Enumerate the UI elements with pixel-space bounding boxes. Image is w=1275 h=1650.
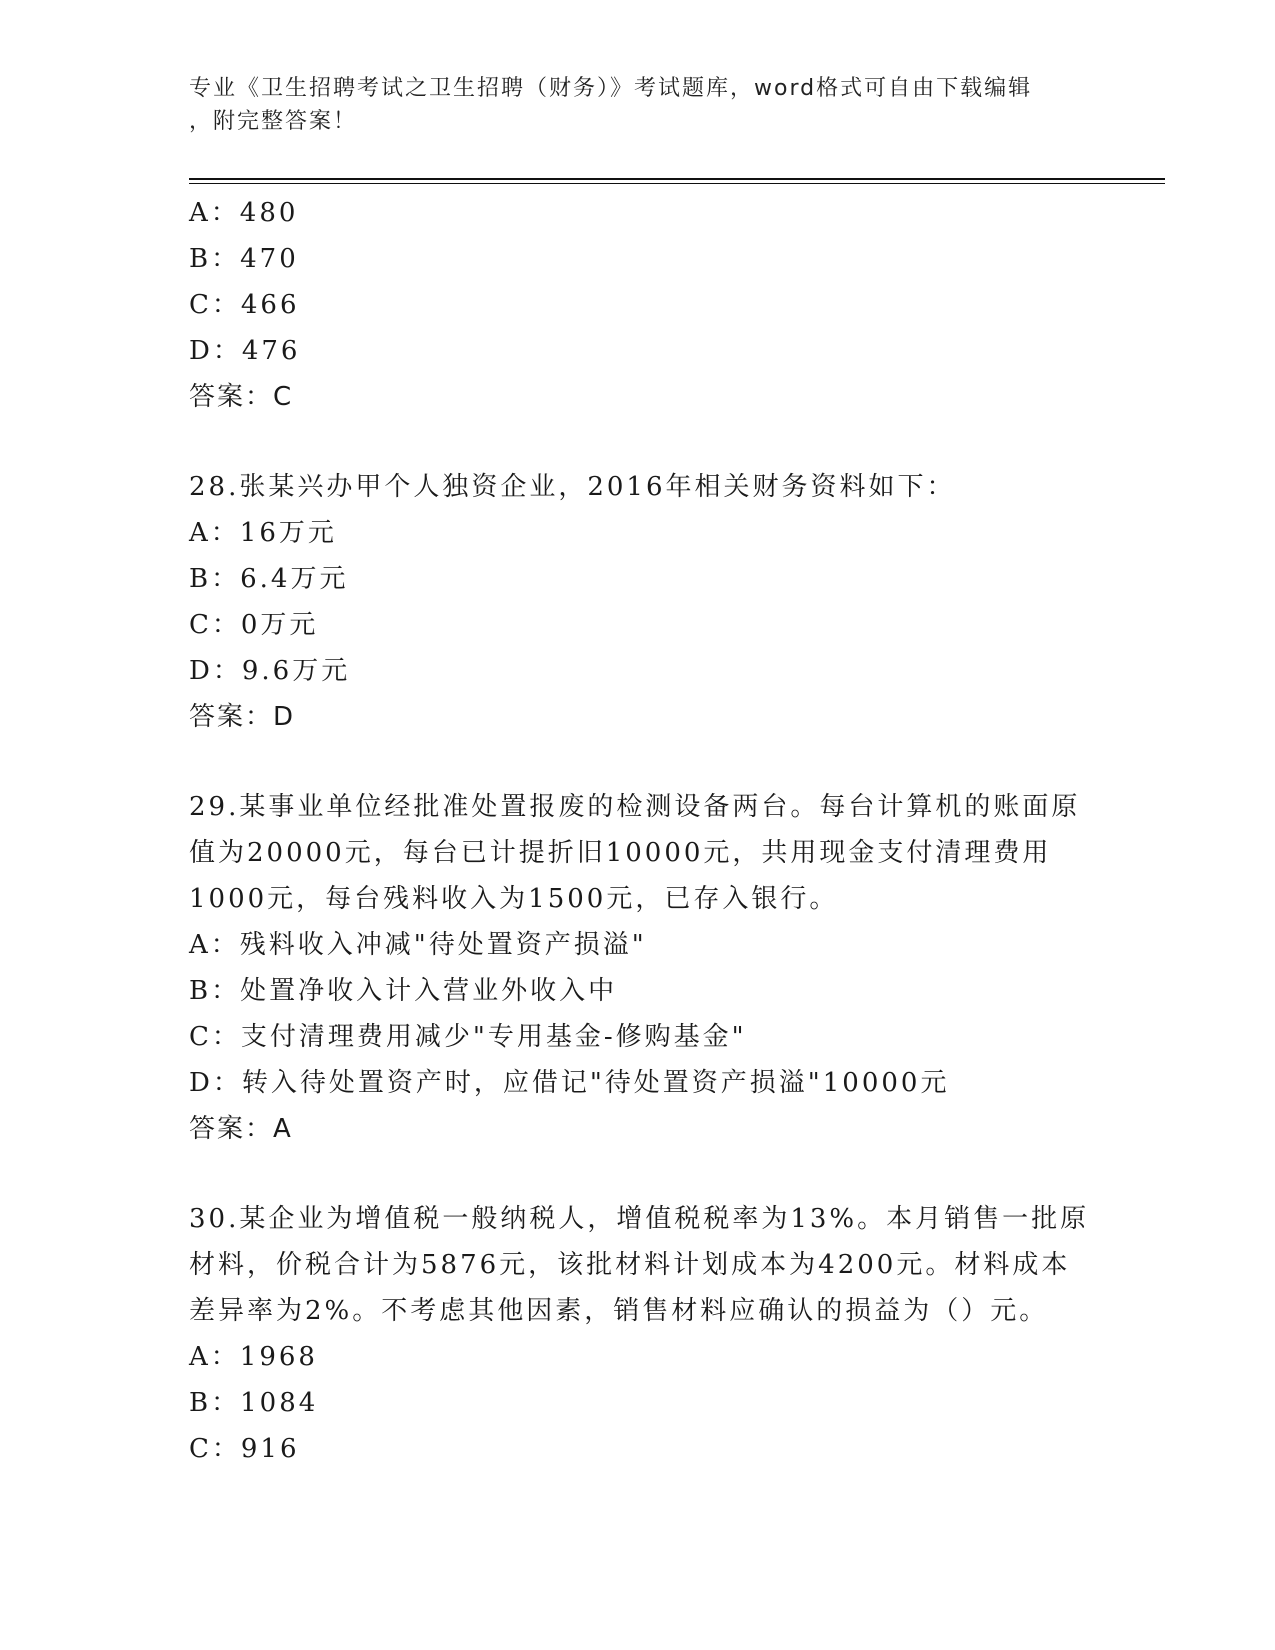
option-c: C：0万元 <box>189 610 319 640</box>
spacer <box>189 1152 1089 1196</box>
option-a: A：480 <box>189 198 299 228</box>
header-title-line-2: ，附完整答案！ <box>189 109 358 134</box>
option-c: C：916 <box>189 1434 300 1464</box>
question-stem-line-3: 差异率为2%。不考虑其他因素，销售材料应确认的损益为（）元。 <box>189 1296 1049 1326</box>
answer: 答案：C <box>189 382 294 412</box>
spacer <box>189 740 1089 784</box>
option-b: B：1084 <box>189 1388 319 1418</box>
question-27 <box>189 190 1089 420</box>
option-a: A：残料收入冲减"待处置资产损溢" <box>189 930 647 960</box>
header-title-line-1: 专业《卫生招聘考试之卫生招聘（财务）》考试题库，word格式可自由下载编辑 <box>189 76 1033 101</box>
document-header <box>189 72 1089 138</box>
spacer <box>189 420 1089 464</box>
option-c: C：466 <box>189 290 300 320</box>
option-b: B：470 <box>189 244 299 274</box>
answer: 答案：A <box>189 1114 293 1144</box>
option-b: B：6.4万元 <box>189 564 349 594</box>
question-stem-line-1: 29.某事业单位经批准处置报废的检测设备两台。每台计算机的账面原 <box>189 792 1081 822</box>
option-b: B：处置净收入计入营业外收入中 <box>189 976 618 1006</box>
question-stem: 28.张某兴办甲个人独资企业，2016年相关财务资料如下： <box>189 472 956 502</box>
question-stem-line-3: 1000元，每台残料收入为1500元，已存入银行。 <box>189 884 839 914</box>
option-c: C：支付清理费用减少"专用基金-修购基金" <box>189 1022 747 1052</box>
question-30 <box>189 1196 1089 1472</box>
question-29 <box>189 784 1089 1152</box>
question-stem-line-2: 材料，价税合计为5876元，该批材料计划成本为4200元。材料成本 <box>189 1250 1071 1280</box>
answer: 答案：D <box>189 702 296 732</box>
header-divider-thin <box>189 183 1165 184</box>
option-d: D：476 <box>189 336 301 366</box>
question-list <box>189 190 1089 1472</box>
option-a: A：16万元 <box>189 518 337 548</box>
option-d: D：9.6万元 <box>189 656 351 686</box>
option-a: A：1968 <box>189 1342 318 1372</box>
question-stem-line-1: 30.某企业为增值税一般纳税人，增值税税率为13%。本月销售一批原 <box>189 1204 1090 1234</box>
question-28 <box>189 464 1089 740</box>
option-d: D：转入待处置资产时，应借记"待处置资产损溢"10000元 <box>189 1068 950 1098</box>
question-stem-line-2: 值为20000元，每台已计提折旧10000元，共用现金支付清理费用 <box>189 838 1052 868</box>
header-divider-thick <box>189 178 1165 180</box>
